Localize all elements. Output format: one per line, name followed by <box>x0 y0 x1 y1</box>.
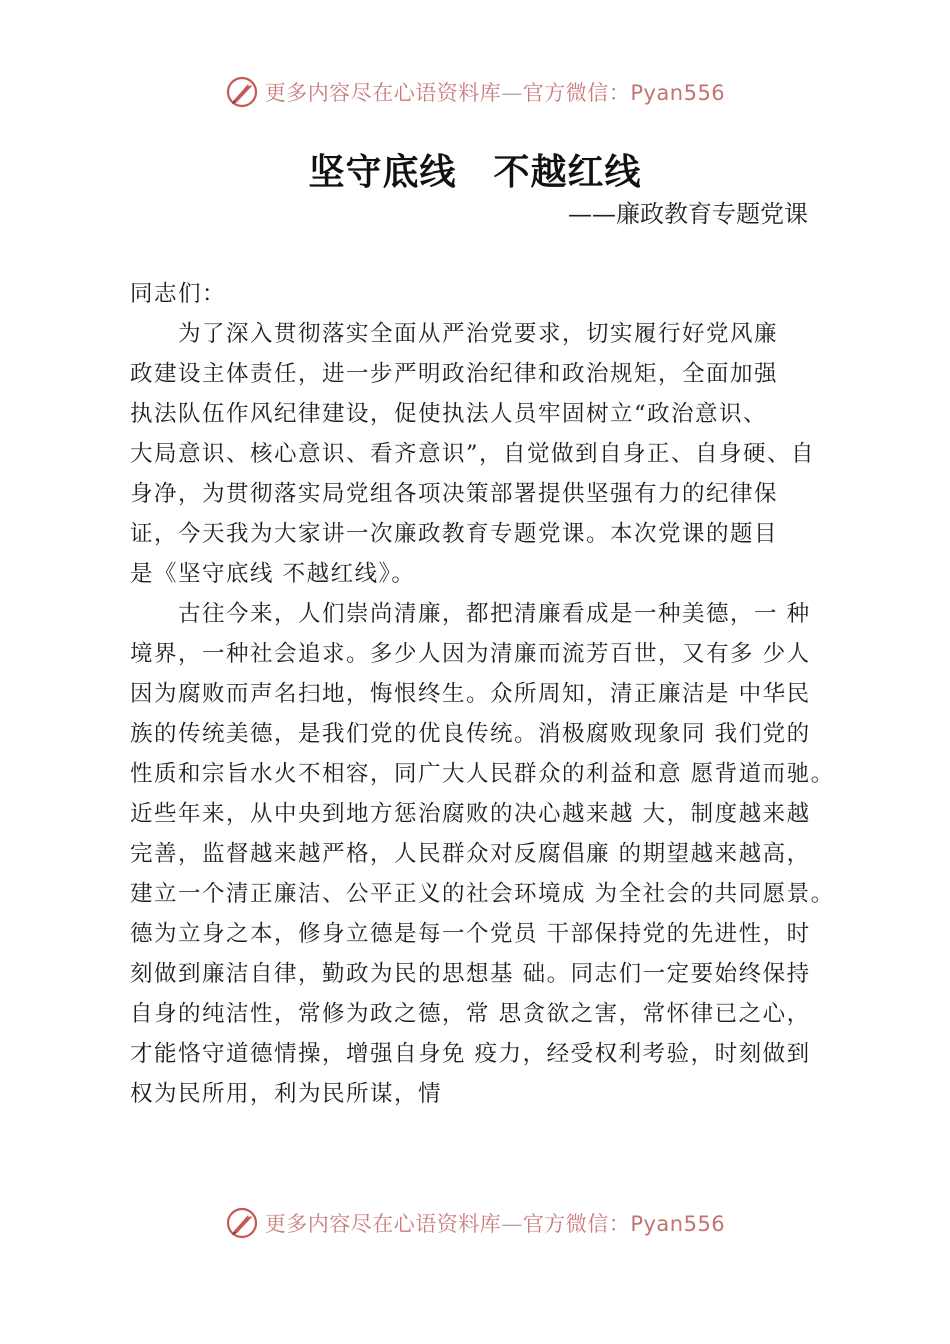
text-line: 为了深入贯彻落实全面从严治党要求，切实履行好党风廉 <box>178 321 779 347</box>
document-subtitle: ——廉政教育专题党课 <box>568 200 808 228</box>
wechat-id: Pyan556 <box>630 81 726 105</box>
text-line: 权为民所用，利为民所谋，情 <box>130 1081 443 1107</box>
wechat-id: Pyan556 <box>630 1212 726 1236</box>
paragraph-1 <box>130 314 838 594</box>
banner-text: 更多内容尽在心语资料库—官方微信：Pyan556 <box>264 81 726 105</box>
footer-watermark-banner <box>0 1203 950 1243</box>
pen-logo-icon <box>225 1206 259 1240</box>
text-line: 身净，为贯彻落实局党组各项决策部署提供坚强有力的纪律保 <box>130 481 779 507</box>
salutation: 同志们： <box>130 281 227 307</box>
text-line: 完善，监督越来越严格，人民群众对反腐倡廉 的期望越来越高， <box>130 841 811 867</box>
document-body <box>130 274 838 1114</box>
text-line: 古往今来，人们崇尚清廉，都把清廉看成是一种美德，一 种 <box>178 601 811 627</box>
document-title: 坚守底线 不越红线 <box>308 152 642 193</box>
text-line: 境界，一种社会追求。多少人因为清廉而流芳百世，又有多 少人 <box>130 641 811 667</box>
text-line: 才能恪守道德情操，增强自身免 疫力，经受权利考验，时刻做到 <box>130 1041 811 1067</box>
text-line: 大局意识、核心意识、看齐意识”，自觉做到自身正、自身硬、自 <box>130 441 816 467</box>
text-line: 自身的纯洁性，常修为政之德，常 思贪欲之害，常怀律已之心， <box>130 1001 811 1027</box>
text-line: 因为腐败而声名扫地，悔恨终生。众所周知，清正廉洁是 中华民 <box>130 681 811 707</box>
header-watermark-banner <box>0 72 950 112</box>
pen-logo-icon <box>225 75 259 109</box>
text-line: 刻做到廉洁自律，勤政为民的思想基 础。同志们一定要始终保持 <box>130 961 811 987</box>
text-line: 是《坚守底线 不越红线》。 <box>130 561 416 587</box>
text-line: 族的传统美德，是我们党的优良传统。消极腐败现象同 我们党的 <box>130 721 811 747</box>
text-line: 政建设主体责任，进一步严明政治纪律和政治规矩，全面加强 <box>130 361 779 387</box>
text-line: 建立一个清正廉洁、公平正义的社会环境成 为全社会的共同愿景。 <box>130 881 835 907</box>
text-line: 性质和宗旨水火不相容，同广大人民群众的利益和意 愿背道而驰。 <box>130 761 835 787</box>
paragraph-2 <box>130 594 838 1114</box>
text-line: 执法队伍作风纪律建设，促使执法人员牢固树立“政治意识、 <box>130 401 768 427</box>
text-line: 近些年来，从中央到地方惩治腐败的决心越来越 大，制度越来越 <box>130 801 811 827</box>
text-line: 德为立身之本，修身立德是每一个党员 干部保持党的先进性，时 <box>130 921 811 947</box>
banner-text: 更多内容尽在心语资料库—官方微信：Pyan556 <box>264 1212 726 1236</box>
text-line: 证，今天我为大家讲一次廉政教育专题党课。本次党课的题目 <box>130 521 779 547</box>
